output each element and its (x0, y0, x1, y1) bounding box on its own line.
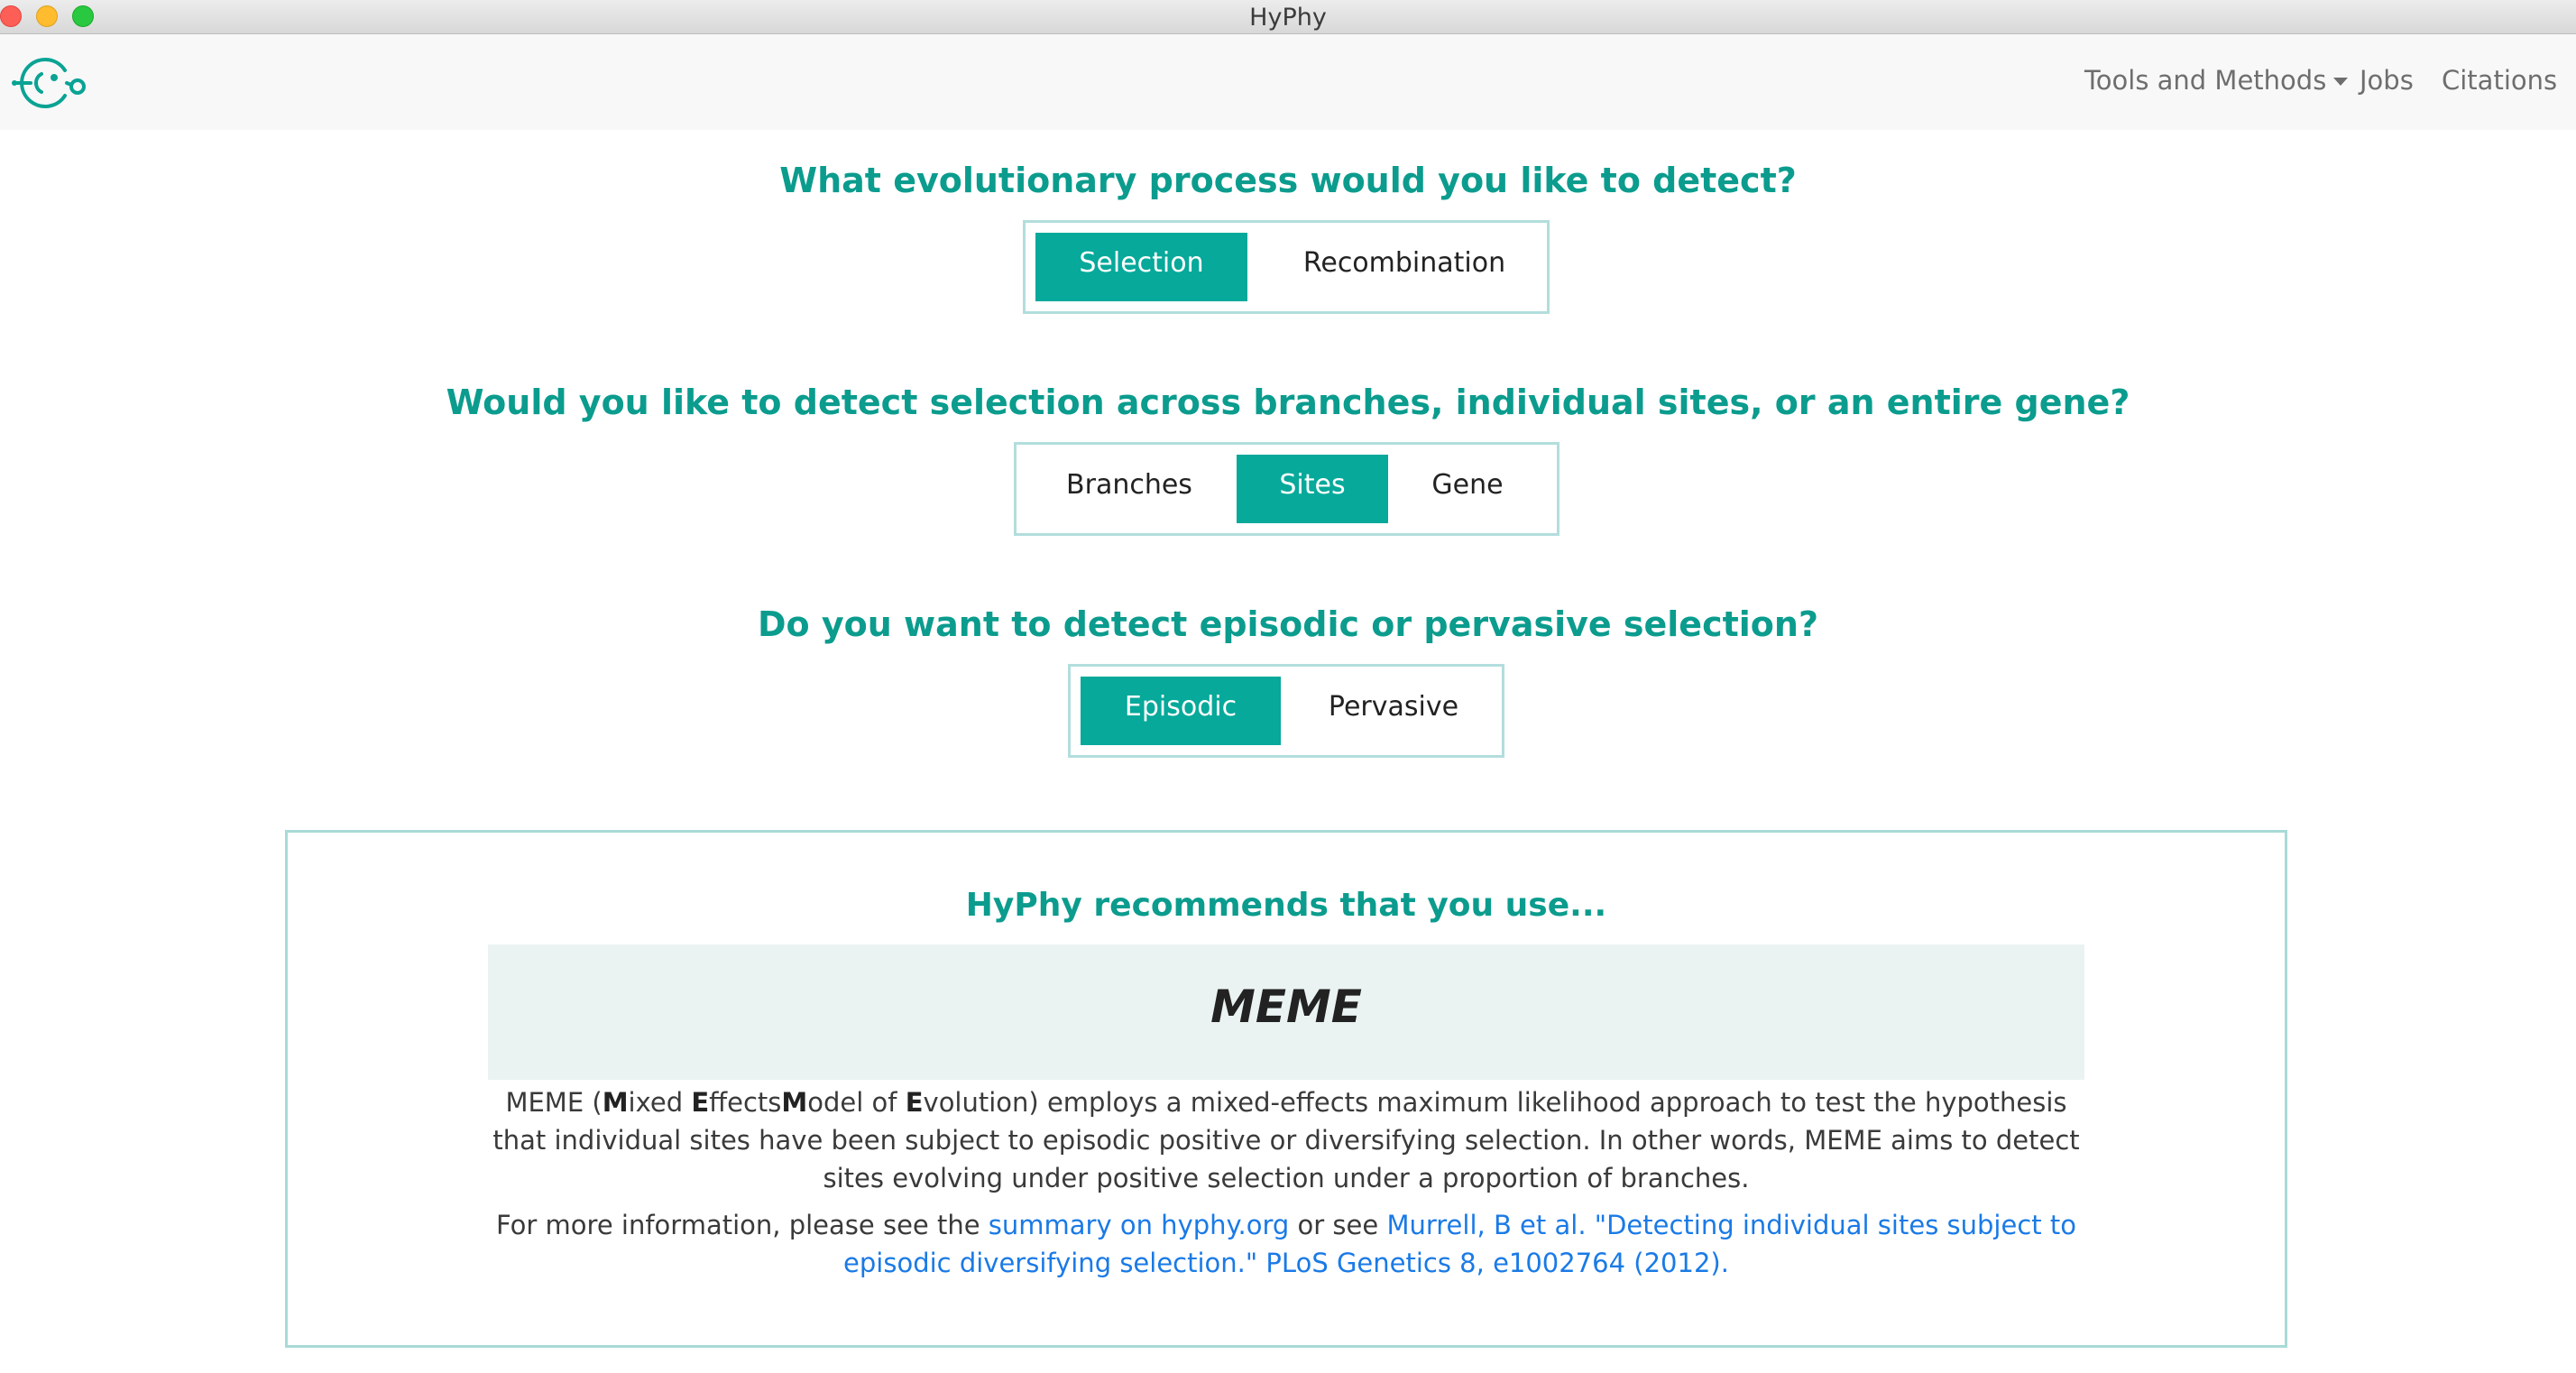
window-titlebar (0, 0, 2576, 34)
citation-link[interactable]: Murrell, B et al. "Detecting individual sites subject to episodic diversifying selection." PLoS Genetics 8, e1002764 (2012). (843, 1210, 2076, 1278)
option-sites[interactable]: Sites (1237, 455, 1388, 523)
desc-text: ixed (628, 1087, 692, 1118)
nav-tools-and-methods[interactable] (2084, 65, 2348, 96)
question-scope: Would you like to detect selection across branches, individual sites, or an entire gene? (446, 382, 2130, 422)
navbar (0, 34, 2576, 130)
selection-type-toggle-group (1068, 664, 1504, 758)
option-pervasive[interactable]: Pervasive (1328, 691, 1459, 723)
desc-bold-e: E (691, 1087, 710, 1118)
process-toggle-group (1023, 220, 1550, 314)
nav-jobs[interactable]: Jobs (2360, 65, 2414, 96)
option-selection[interactable]: Selection (1035, 233, 1247, 301)
desc-text: odel of (807, 1087, 906, 1118)
option-gene[interactable]: Gene (1431, 469, 1504, 501)
hyphy-summary-link[interactable]: summary on hyphy.org (988, 1210, 1290, 1240)
scope-toggle-group (1014, 442, 1559, 536)
nav-tools-label: Tools and Methods (2084, 65, 2327, 96)
more-info-text: or see (1289, 1210, 1387, 1240)
method-description (488, 1083, 2084, 1197)
desc-text: ffects (709, 1087, 782, 1118)
recommendation-heading: HyPhy recommends that you use... (965, 887, 1607, 924)
desc-text: MEME ( (505, 1087, 603, 1118)
option-recombination[interactable]: Recombination (1302, 247, 1506, 279)
desc-bold-m: M (781, 1087, 808, 1118)
option-branches[interactable]: Branches (1066, 469, 1192, 501)
more-info (488, 1206, 2084, 1282)
question-process: What evolutionary process would you like to detect? (779, 161, 1797, 200)
desc-text: volution) employs a mixed-effects maximum likelihood approach to test the hypothesis that individual sites have been subject to episodic positive or diversifying selection. In other words, MEME aims to detect sites evolving under positive selection under a proportion of branches. (492, 1087, 2080, 1193)
more-info-text: For more information, please see the (496, 1210, 989, 1240)
nav-citations[interactable]: Citations (2442, 65, 2558, 96)
method-name: MEME (1210, 981, 1362, 1033)
question-episodic-pervasive: Do you want to detect episodic or pervasive selection? (758, 604, 1818, 644)
option-episodic[interactable]: Episodic (1081, 677, 1281, 745)
window-title: HyPhy (1249, 4, 1327, 32)
desc-bold-m: M (602, 1087, 629, 1118)
recommendation-panel (285, 830, 2287, 1348)
method-banner (488, 945, 2084, 1080)
desc-bold-e: E (905, 1087, 924, 1118)
caret-down-icon (2333, 78, 2348, 86)
hyphy-logo-icon[interactable] (11, 51, 88, 115)
